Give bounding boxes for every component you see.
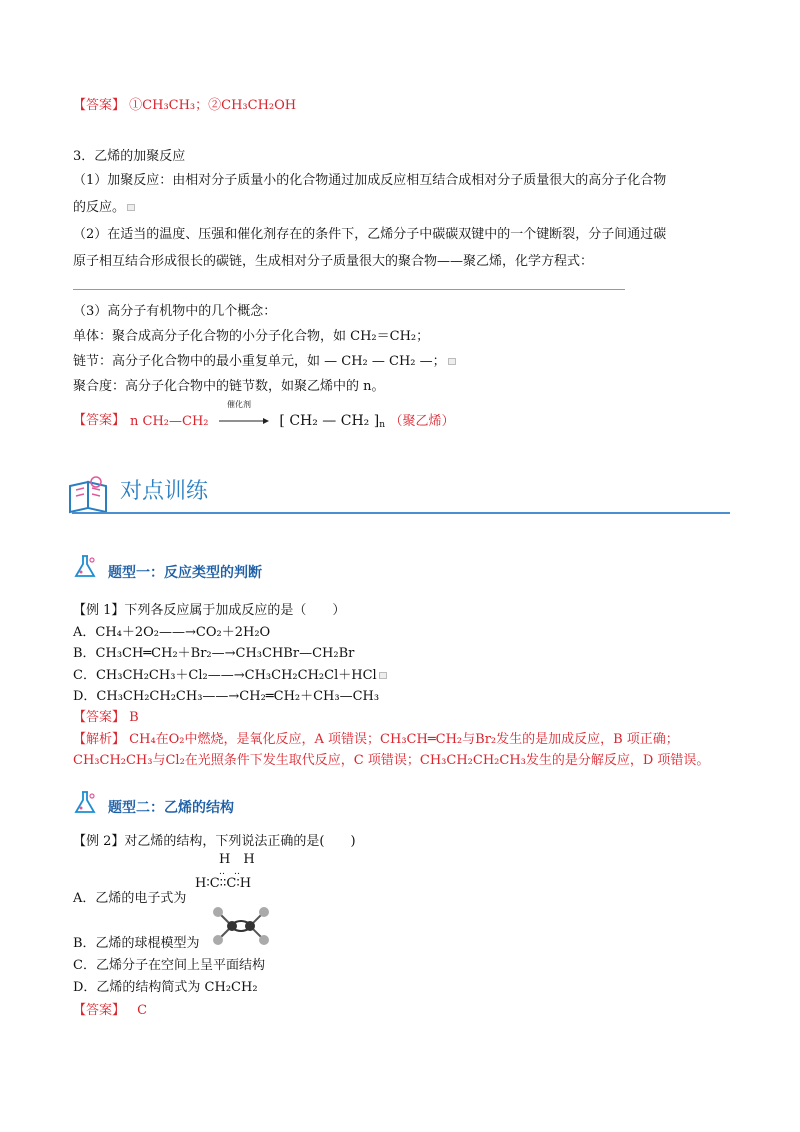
flask-icon [72,554,100,580]
example2-option-b: B．乙烯的球棍模型为 [73,936,200,951]
example1-answer [73,709,139,727]
watermark-icon [127,204,135,211]
reaction-arrow [219,400,269,429]
answer-value: C [137,1003,148,1018]
example1-question: 【例 1】下列各反应属于加成反应的是（ ） [73,603,346,618]
section-title: 3．乙烯的加聚反应 [73,149,186,164]
option-c-text: C．CH₃CH₂CH₃＋Cl₂——→CH₃CH₂CH₂Cl＋HCl [73,668,377,683]
answer-text: ①CH₃CH₃；②CH₃CH₂OH [129,98,297,113]
paragraph-2b: 原子相互结合形成很长的碳链，生成相对分子质量很大的聚合物——聚乙烯，化学方程式： [73,254,594,269]
polymerization-equation [130,400,455,430]
example1-option-d: D．CH₃CH₂CH₂CH₃——→CH₂═CH₂＋CH₃—CH₃ [73,689,380,704]
eq-left: n CH₂—CH₂ [130,414,209,429]
answer-tag: 【答案】 [73,98,126,113]
analysis-tag: 【解析】 [73,732,126,747]
monomer-def: 单体：聚合成高分子化合物的小分子化合物，如 CH₂＝CH₂； [73,329,430,344]
paragraph-1a: （1）加聚反应：由相对分子质量小的化合物通过加成反应相互结合成相对分子质量很大的高分子化合物 [73,173,667,188]
paragraph-3: （3）高分子有机物中的几个概念： [73,304,277,319]
paragraph-2a: （2）在适当的温度、压强和催化剂存在的条件下，乙烯分子中碳碳双键中的一个键断裂，分子间通过碳 [73,227,667,242]
eq-n: n [379,420,385,430]
lewis-dots: ‥ ‥ [219,867,241,877]
eq-right: [ CH₂ — CH₂ ] [279,413,380,429]
example2-question: 【例 2】对乙烯的结构，下列说法正确的是( ) [73,834,356,849]
answer-value: B [129,710,139,725]
type1-heading: 题型一：反应类型的判断 [108,565,262,581]
watermark-icon [379,672,387,679]
banner-rule [72,512,730,514]
example1-analysis-b: CH₃CH₂CH₃与Cl₂在光照条件下发生取代反应，C 项错误；CH₃CH₂CH₂CH₃发生的是分解反应，D 项错误。 [73,753,710,768]
answer-line-2 [73,412,125,430]
lewis-top: H H [219,852,255,867]
example2-answer [73,1002,147,1020]
answer-tag: 【答案】 [73,1003,126,1018]
example1-option-a: A．CH₄＋2O₂——→CO₂＋2H₂O [73,625,271,640]
type2-heading: 题型二：乙烯的结构 [108,800,234,816]
degree-def: 聚合度：高分子化合物中的链节数，如聚乙烯中的 n。 [73,379,385,394]
answer-line-1 [73,97,296,115]
example2-option-a: A．乙烯的电子式为 [73,891,187,906]
example1-option-b: B．CH₃CH═CH₂＋Br₂—→CH₃CHBr—CH₂Br [73,646,355,661]
banner-title: 对点训练 [120,479,209,504]
example2-option-c: C．乙烯分子在空间上呈平面结构 [73,958,265,973]
example1-analysis-a [73,731,679,749]
lewis-mid: H∶C∶∶C∶H [195,876,252,891]
watermark-icon [448,358,456,365]
book-icon [70,477,106,512]
paragraph-1b-text: 的反应。 [73,200,126,215]
answer-tag: 【答案】 [73,710,126,725]
example2-option-d: D．乙烯的结构简式为 CH₂CH₂ [73,980,258,995]
chainlink-text: 链节：高分子化合物中的最小重复单元，如 — CH₂ — CH₂ —； [73,354,446,369]
ball-stick-model-icon [208,906,274,946]
fill-blank-line [73,289,625,290]
flask-icon [72,790,100,816]
answer-tag: 【答案】 [73,413,126,428]
eq-catalyst: 催化剂 [226,400,251,409]
analysis-text-a: CH₄在O₂中燃烧，是氧化反应，A 项错误；CH₃CH═CH₂与Br₂发生的是加成反应，B 项正确； [129,732,679,747]
eq-note: （聚乙烯） [389,414,455,429]
arrow-icon [219,417,269,425]
paragraph-1b [73,199,135,217]
ethylene-lewis-structure [195,852,255,892]
example1-option-c [73,667,387,685]
chainlink-def [73,353,456,371]
